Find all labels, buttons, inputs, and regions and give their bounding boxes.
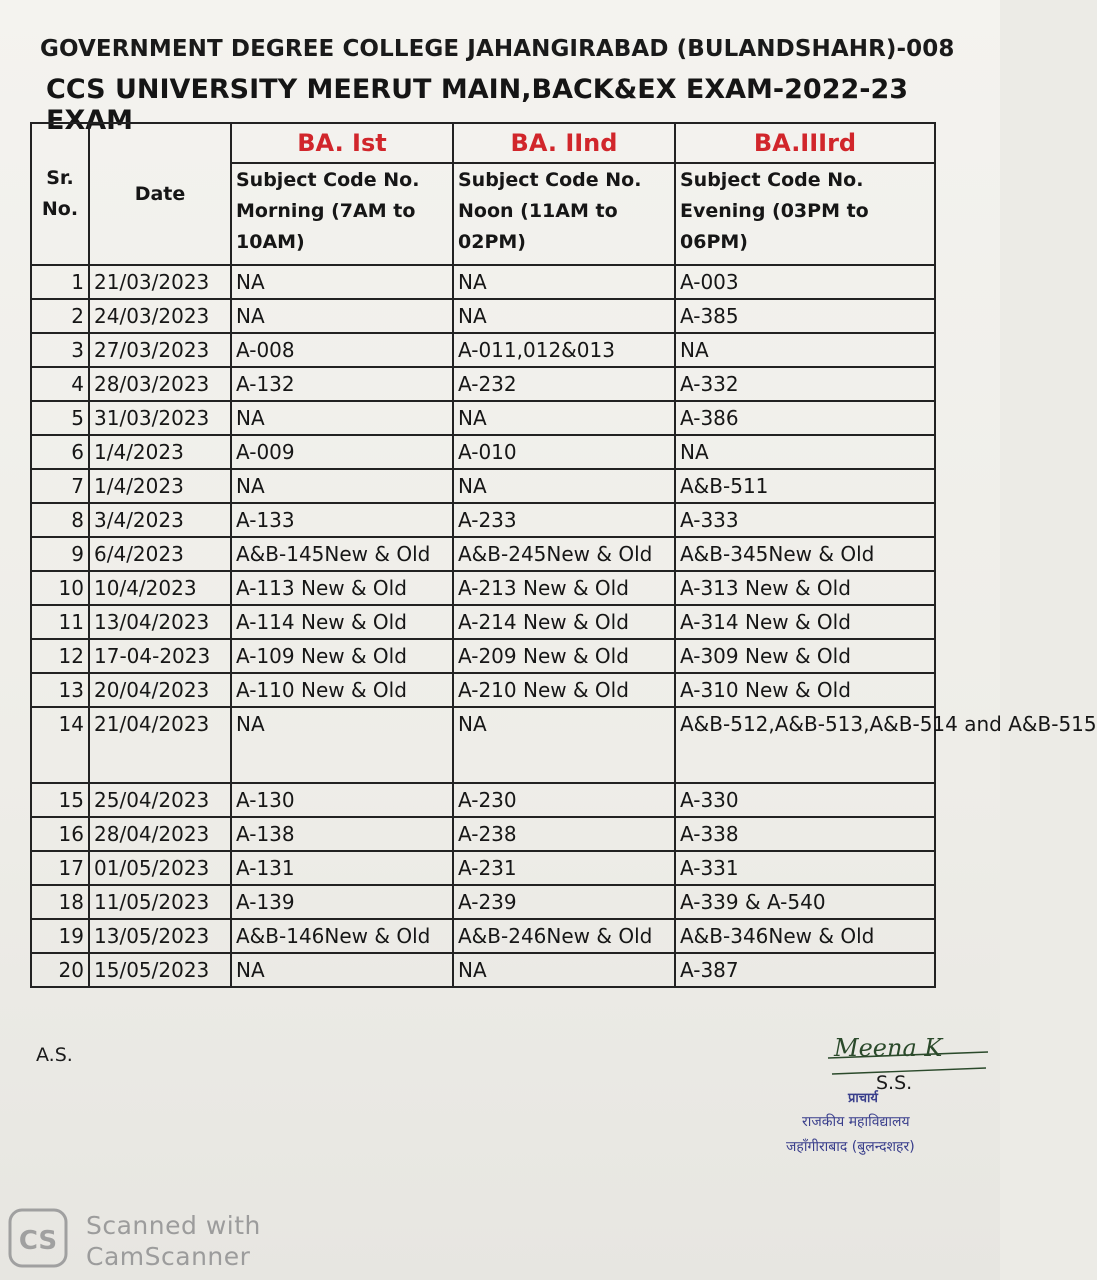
table-row (31, 639, 935, 673)
sr-no-cell: 3 (31, 333, 89, 367)
exam-title: CCS UNIVERSITY MEERUT MAIN,BACK&EX EXAM-2022-23 EXAM (46, 74, 909, 136)
ba3-subject-cell: A-333 (675, 503, 935, 537)
date-cell: 10/4/2023 (89, 571, 231, 605)
ba3-subject-cell: A&B-512,A&B-513,A&B-514 and A&B-515 (675, 707, 935, 783)
ba2-subject-cell: A-239 (453, 885, 675, 919)
sr-no-cell: 7 (31, 469, 89, 503)
table-row (31, 919, 935, 953)
scanner-watermark (86, 1210, 261, 1272)
table-row (31, 299, 935, 333)
date-cell: 1/4/2023 (89, 469, 231, 503)
date-cell: 24/03/2023 (89, 299, 231, 333)
principal-signature-block (780, 1030, 990, 1170)
ba2-subject-cell: A-233 (453, 503, 675, 537)
stamp-college-place: जहाँगीराबाद (बुलन्दशहर) (786, 1139, 915, 1155)
ba2-subject-cell: A&B-245New & Old (453, 537, 675, 571)
sr-no-cell: 1 (31, 265, 89, 299)
ba3-subject-cell: A-309 New & Old (675, 639, 935, 673)
table-row (31, 435, 935, 469)
ba1-subject-cell: A&B-146New & Old (231, 919, 453, 953)
ba2-subject-cell: A-238 (453, 817, 675, 851)
table-row (31, 953, 935, 987)
sr-no-cell: 19 (31, 919, 89, 953)
class-header-ba3: BA.IIIrd (675, 123, 935, 163)
ba2-subject-cell: A-209 New & Old (453, 639, 675, 673)
ba1-subject-cell: A-130 (231, 783, 453, 817)
date-header: Date (89, 123, 231, 265)
table-row (31, 401, 935, 435)
stamp-college-name: राजकीय महाविद्यालय (802, 1114, 910, 1130)
table-row (31, 333, 935, 367)
ba2-subject-cell: A-210 New & Old (453, 673, 675, 707)
ba2-subject-cell: A-214 New & Old (453, 605, 675, 639)
ba1-subject-cell: A-132 (231, 367, 453, 401)
date-cell: 28/03/2023 (89, 367, 231, 401)
ba2-subject-cell: A-231 (453, 851, 675, 885)
ba3-subject-cell: A-385 (675, 299, 935, 333)
date-cell: 1/4/2023 (89, 435, 231, 469)
ba2-subject-cell: A&B-246New & Old (453, 919, 675, 953)
ba1-subject-cell: A-009 (231, 435, 453, 469)
ba1-subject-cell: NA (231, 469, 453, 503)
sr-no-cell: 15 (31, 783, 89, 817)
ba1-subject-cell: A-138 (231, 817, 453, 851)
ba1-subject-cell: NA (231, 299, 453, 333)
table-row (31, 265, 935, 299)
ba2-subject-cell: NA (453, 953, 675, 987)
signature-graphic (780, 1030, 990, 1170)
date-cell: 01/05/2023 (89, 851, 231, 885)
ba1-subject-cell: A-008 (231, 333, 453, 367)
sr-no-cell: 6 (31, 435, 89, 469)
sr-no-cell: 9 (31, 537, 89, 571)
table-row (31, 885, 935, 919)
logo-text: CS (18, 1226, 58, 1256)
table-row (31, 503, 935, 537)
date-cell: 11/05/2023 (89, 885, 231, 919)
sr-no-cell: 11 (31, 605, 89, 639)
sr-no-cell: 18 (31, 885, 89, 919)
camscanner-logo-icon (8, 1208, 68, 1268)
ba1-subject-cell: A-133 (231, 503, 453, 537)
date-cell: 21/04/2023 (89, 707, 231, 783)
ba1-subject-cell: A&B-145New & Old (231, 537, 453, 571)
ba3-subject-cell: A-313 New & Old (675, 571, 935, 605)
ba3-subject-cell: A-386 (675, 401, 935, 435)
date-cell: 13/05/2023 (89, 919, 231, 953)
stamp-designation: प्राचार्य (848, 1091, 878, 1106)
subject-header-morning: Subject Code No. Morning (7AM to 10AM) (231, 163, 453, 265)
sr-no-cell: 10 (31, 571, 89, 605)
subject-header-noon: Subject Code No. Noon (11AM to 02PM) (453, 163, 675, 265)
sr-no-cell: 12 (31, 639, 89, 673)
sr-no-cell: 4 (31, 367, 89, 401)
date-cell: 6/4/2023 (89, 537, 231, 571)
class-header-ba1: BA. Ist (231, 123, 453, 163)
ba3-subject-cell: NA (675, 435, 935, 469)
ba2-subject-cell: NA (453, 469, 675, 503)
ba1-subject-cell: NA (231, 265, 453, 299)
ba1-subject-cell: A-109 New & Old (231, 639, 453, 673)
ba1-subject-cell: A-139 (231, 885, 453, 919)
signature-text: Meena K (834, 1034, 943, 1062)
ba2-subject-cell: NA (453, 707, 675, 783)
ba2-subject-cell: A-232 (453, 367, 675, 401)
ba3-subject-cell: A&B-346New & Old (675, 919, 935, 953)
table-row (31, 469, 935, 503)
left-initials: A.S. (36, 1044, 73, 1066)
sr-no-cell: 16 (31, 817, 89, 851)
date-cell: 21/03/2023 (89, 265, 231, 299)
ba1-subject-cell: NA (231, 953, 453, 987)
class-header-ba2: BA. IInd (453, 123, 675, 163)
ba3-subject-cell: A-387 (675, 953, 935, 987)
ba2-subject-cell: A-010 (453, 435, 675, 469)
ba2-subject-cell: A-011,012&013 (453, 333, 675, 367)
right-initials: S.S. (876, 1072, 913, 1094)
date-cell: 28/04/2023 (89, 817, 231, 851)
watermark-line2: CamScanner (86, 1242, 251, 1271)
ba1-subject-cell: A-113 New & Old (231, 571, 453, 605)
ba3-subject-cell: A&B-511 (675, 469, 935, 503)
sr-no-cell: 17 (31, 851, 89, 885)
date-cell: 31/03/2023 (89, 401, 231, 435)
sr-no-cell: 5 (31, 401, 89, 435)
table-row (31, 605, 935, 639)
ba2-subject-cell: A-230 (453, 783, 675, 817)
subject-header-evening: Subject Code No. Evening (03PM to 06PM) (675, 163, 935, 265)
sr-no-cell: 20 (31, 953, 89, 987)
ba3-subject-cell: A-314 New & Old (675, 605, 935, 639)
ba1-subject-cell: A-114 New & Old (231, 605, 453, 639)
sr-no-header: Sr. No. (31, 123, 89, 265)
ba2-subject-cell: NA (453, 299, 675, 333)
table-row (31, 367, 935, 401)
sr-no-cell: 8 (31, 503, 89, 537)
table-row (31, 783, 935, 817)
ba3-subject-cell: A-332 (675, 367, 935, 401)
ba3-subject-cell: A-310 New & Old (675, 673, 935, 707)
sr-no-cell: 2 (31, 299, 89, 333)
watermark-line1: Scanned with (86, 1211, 261, 1240)
date-cell: 15/05/2023 (89, 953, 231, 987)
table-row (31, 537, 935, 571)
table-row (31, 673, 935, 707)
sr-no-cell: 13 (31, 673, 89, 707)
table-row (31, 707, 935, 783)
exam-schedule-table (30, 122, 1097, 988)
ba3-subject-cell: A-339 & A-540 (675, 885, 935, 919)
ba2-subject-cell: A-213 New & Old (453, 571, 675, 605)
date-cell: 3/4/2023 (89, 503, 231, 537)
ba3-subject-cell: NA (675, 333, 935, 367)
ba1-subject-cell: A-131 (231, 851, 453, 885)
ba1-subject-cell: A-110 New & Old (231, 673, 453, 707)
table-row (31, 571, 935, 605)
date-cell: 13/04/2023 (89, 605, 231, 639)
ba1-subject-cell: NA (231, 401, 453, 435)
ba1-subject-cell: NA (231, 707, 453, 783)
ba3-subject-cell: A-338 (675, 817, 935, 851)
date-cell: 25/04/2023 (89, 783, 231, 817)
table-row (31, 817, 935, 851)
date-cell: 20/04/2023 (89, 673, 231, 707)
ba2-subject-cell: NA (453, 265, 675, 299)
ba3-subject-cell: A-331 (675, 851, 935, 885)
ba3-subject-cell: A-003 (675, 265, 935, 299)
ba2-subject-cell: NA (453, 401, 675, 435)
college-title: GOVERNMENT DEGREE COLLEGE JAHANGIRABAD (BULANDSHAHR)-008 (40, 36, 955, 62)
ba3-subject-cell: A&B-345New & Old (675, 537, 935, 571)
ba3-subject-cell: A-330 (675, 783, 935, 817)
sr-no-cell: 14 (31, 707, 89, 783)
date-cell: 27/03/2023 (89, 333, 231, 367)
table-row (31, 851, 935, 885)
date-cell: 17-04-2023 (89, 639, 231, 673)
